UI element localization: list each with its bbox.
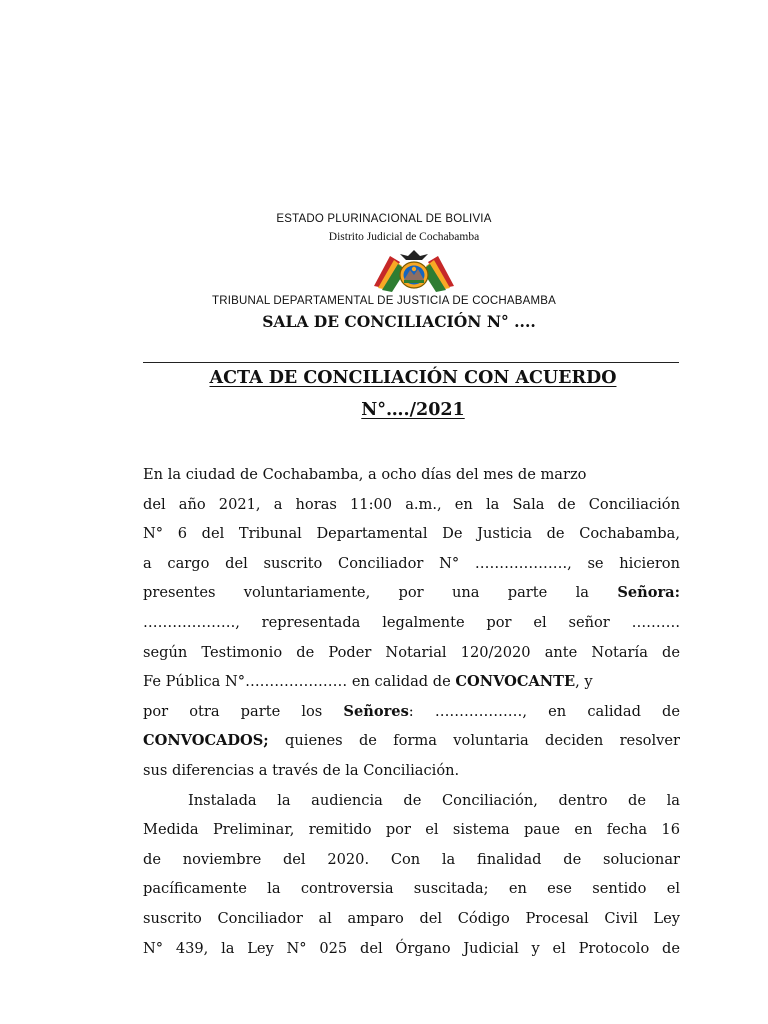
- bold-term: Señora:: [617, 584, 681, 602]
- body-line: N° 439, la Ley N° 025 del Órgano Judicial y el Protocolo de: [143, 939, 680, 957]
- body-line: presentes voluntariamente, por una parte la Señora:: [143, 584, 681, 602]
- title-line-1: ACTA DE CONCILIACIÓN CON ACUERDO: [209, 368, 617, 388]
- document-body: [143, 460, 680, 963]
- body-line: suscrito Conciliador al amparo del Código Procesal Civil Ley: [143, 909, 680, 927]
- body-line: Medida Preliminar, remitido por el sistema paue en fecha 16: [143, 821, 680, 839]
- document-number: [0, 400, 768, 420]
- body-line: Fe Pública N°………………… en calidad de CONVOCANTE, y: [143, 673, 593, 691]
- header-divider: [143, 362, 679, 363]
- body-line: ………………., representada legalmente por el señor ……….: [143, 613, 680, 631]
- body-line: de noviembre del 2020. Con la finalidad de solucionar: [143, 850, 680, 868]
- header-tribunal: TRIBUNAL DEPARTAMENTAL DE JUSTICIA DE COCHABAMBA: [211, 295, 556, 307]
- header-district: Distrito Judicial de Cochabamba: [328, 231, 480, 243]
- document-title: [0, 368, 768, 388]
- body-line: pacíficamente la controversia suscitada; en ese sentido el: [143, 880, 680, 898]
- body-line: según Testimonio de Poder Notarial 120/2020 ante Notaría de: [143, 643, 680, 661]
- bold-term: CONVOCADOS;: [143, 732, 269, 750]
- body-line: del año 2021, a horas 11:00 a.m., en la Sala de Conciliación: [143, 495, 680, 513]
- body-line: a cargo del suscrito Conciliador N° ………………., se hicieron: [143, 554, 680, 572]
- title-line-2: N°…./2021: [361, 400, 465, 420]
- bolivia-coat-of-arms: [370, 248, 458, 292]
- body-line: N° 6 del Tribunal Departamental De Justicia de Cochabamba,: [143, 525, 680, 543]
- header-state: ESTADO PLURINACIONAL DE BOLIVIA: [276, 213, 492, 225]
- body-line: sus diferencias a través de la Conciliación.: [143, 761, 460, 779]
- body-line: En la ciudad de Cochabamba, a ocho días del mes de marzo: [143, 466, 587, 483]
- header-sala: SALA DE CONCILIACIÓN N° ....: [262, 312, 536, 331]
- body-line: por otra parte los Señores: ………………, en calidad de: [143, 702, 681, 720]
- bold-term: Señores: [343, 702, 409, 720]
- body-line: Instalada la audiencia de Conciliación, dentro de la: [188, 791, 680, 809]
- bold-term: CONVOCANTE: [455, 673, 576, 691]
- body-line: CONVOCADOS; quienes de forma voluntaria deciden resolver: [143, 732, 680, 750]
